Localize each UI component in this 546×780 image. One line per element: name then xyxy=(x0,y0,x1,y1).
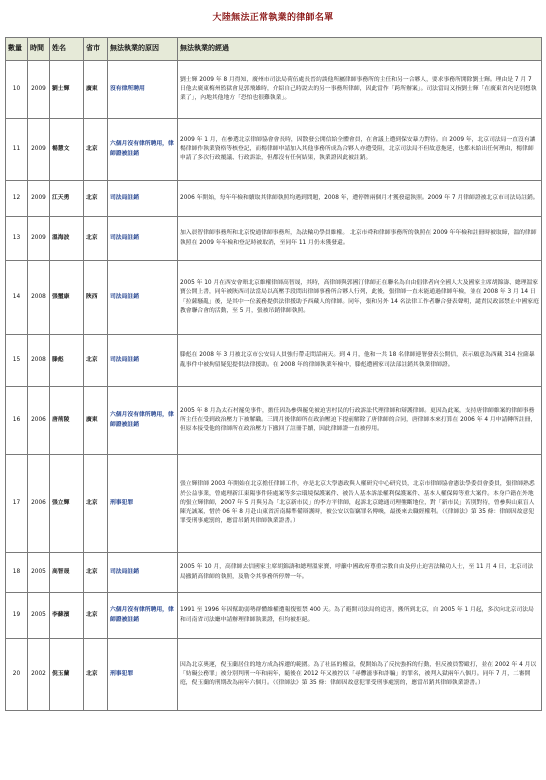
header-detail: 無法執業的經過 xyxy=(178,38,542,61)
document-title: 大陸無法正常執業的律師名單 xyxy=(212,13,334,23)
row-reason: 司法局註銷 xyxy=(108,261,178,335)
row-name: 李蘇濱 xyxy=(50,593,84,639)
row-province: 北京 xyxy=(84,455,108,553)
row-detail: 2005 年 10 月，高律師去信國家主席胡錦濤和總理溫家寶，呼籲中國政府尊重宗教自由及停止迫害法輪功人士，至 11 月 4 日，北京司法局撤銷高律師的執照，及勒令其事務所停牌一年。 xyxy=(178,553,542,593)
row-detail: 2005 年 8 月為太石村罷免事件，擔任因為參與罷免被迫害村民的行政訴訟代理律師和辯護律師。更因為此案，支持唐律師維案的律師事務所主任在受到政治壓力下被解職。三間月後律師所在政治壓迫下提前解除了唐律師的合同，唐律師本來打算在 2006 年 4 月申請轉所註冊，但原本接受他的律師所在政治壓力下撤回了註冊手續，因此律師證一直被停用。 xyxy=(178,387,542,455)
table-row xyxy=(6,119,542,181)
row-reason: 沒有律所聘用 xyxy=(108,61,178,119)
row-reason: 司法局註銷 xyxy=(108,553,178,593)
row-num: 10 xyxy=(6,61,28,119)
row-name: 張璽康 xyxy=(50,261,84,335)
table-row xyxy=(6,455,542,553)
row-year: 2006 xyxy=(28,455,50,553)
row-province: 北京 xyxy=(84,217,108,261)
table-row xyxy=(6,553,542,593)
row-province: 廣東 xyxy=(84,387,108,455)
row-year: 2008 xyxy=(28,335,50,387)
row-province: 北京 xyxy=(84,593,108,639)
row-num: 15 xyxy=(6,335,28,387)
row-detail: 劉士輝 2009 年 8 月得知，廣州市司法局荷伍處長晉約談他所屬律師事務所的主任和另一合夥人，要求事務所開除劉士輝。理由是 7 月 7 日他去廣東梅州監獄會見郭飛雄時，介紹自己時說去的另一事務所律師，因此當作「跨所辦案」。司法當局又指劉士輝「在廣東省內是別想執業了」，內地其他地方「恐怕也很難執業」。 xyxy=(178,61,542,119)
row-province: 北京 xyxy=(84,119,108,181)
row-name: 楊慧文 xyxy=(50,119,84,181)
row-detail: 2006 年開始，每年年檢和續取其律師執照均遇到問題，2008 年，遭停牌兩個月才獲發還執照。2009 年 7 月律師證被北京市司法局註銷。 xyxy=(178,181,542,217)
row-reason: 六個月沒有律所聘用，律師證被註銷 xyxy=(108,119,178,181)
row-year: 2006 xyxy=(28,387,50,455)
row-name: 張立輝 xyxy=(50,455,84,553)
table-header-row xyxy=(6,38,542,61)
row-name: 滕彪 xyxy=(50,335,84,387)
row-detail: 1991 至 1996 年因幫助弱勢群體維權遭報復監禁 400 天。為了避開司法局的追害，搬所到北京，自 2005 年 1 月起，多次向北京司法局和司南省司法廳申請辦理律師執業證，但均被拒絕。 xyxy=(178,593,542,639)
row-province: 北京 xyxy=(84,639,108,711)
row-num: 18 xyxy=(6,553,28,593)
row-year: 2005 xyxy=(28,553,50,593)
row-name: 溫海波 xyxy=(50,217,84,261)
table-row xyxy=(6,181,542,217)
table-row xyxy=(6,261,542,335)
row-num: 11 xyxy=(6,119,28,181)
row-year: 2009 xyxy=(28,217,50,261)
table-row xyxy=(6,639,542,711)
row-name: 倪玉蘭 xyxy=(50,639,84,711)
table-row xyxy=(6,61,542,119)
row-name: 劉士輝 xyxy=(50,61,84,119)
table-row xyxy=(6,593,542,639)
row-year: 2009 xyxy=(28,61,50,119)
row-detail: 滕彪在 2008 年 3 月被北京市公安局人員強行帶走問話兩天。到 4 月，他和一共 18 名律師連署發表公開信，表示願意為西藏 314 拉薩暴亂事件中被拘留疑犯提供法律援助。在 2008 年的律師執業年檢中，滕彪遭國家司法部註銷其執業律師證。 xyxy=(178,335,542,387)
row-year: 2008 xyxy=(28,261,50,335)
row-detail: 加入晨智律師事務所和北京悅通律師事務所，為法輪功學員維權。 北京市舜和律師事務所的執照在 2009 年年檢和註冊時被取締，溫的律師執照在 2009 年年檢和登記時被取消，至同年 11 月仍未獲發還。 xyxy=(178,217,542,261)
row-province: 陝西 xyxy=(84,261,108,335)
table-row xyxy=(6,335,542,387)
table-row xyxy=(6,387,542,455)
header-num: 數量 xyxy=(6,38,28,61)
row-detail: 張立輝律師 2003 年開始在北京擔任律師工作，亦是北京大學憲政與人權研究中心研究員，北京市律師協會憲法學委員會委員，張律師熟悉於公益事業，曾處理新江東陽事件陸處案等多宗環境保護案件、被告人基本訴訟權利保護案件、基本人權保障等重大案件。本身戶籍在外地的張立輝律師，2007 年 5 月與另為「北京新市民」的李方平律師，起訴北京總通司理壟斷地位，對「新市民」苦別對待，曾參與山東盲人陳光誠案，惜於 06 年 8 月赴山東省沂南縣準備辯護時，被公安以盜竊罪名傳喚，最後來去職經權利。（《律師法》第 35 條：律師因故意犯罪受刑事處罰的，應當吊銷其律師執業證書。） xyxy=(178,455,542,553)
row-num: 14 xyxy=(6,261,28,335)
table-row xyxy=(6,217,542,261)
row-reason: 刑事犯罪 xyxy=(108,639,178,711)
row-num: 20 xyxy=(6,639,28,711)
row-reason: 司法局註銷 xyxy=(108,181,178,217)
header-name: 姓名 xyxy=(50,38,84,61)
row-detail: 2005 年 10 月在西安會晤北京維權律師高智晟，其時，高律師與郭國汀律師正在聯名為自由倡律者向全國人大及國家主席胡錦濤、總理溫家寶公開上書，同年被陝西司法當局以高壓手段問出律師事務所合夥人行列，此後，張律師一直未能通過律師年檢，並在 2008 年 3 月 14 日「拉薩騷亂」後，是其中一位義務提供法律援助予西藏人的律師。同年，張和另外 14 名法律工作者聯合發表聲明，譴責民政部禁止中國家庭教會聯合會的活動，至 5 月，張被吊銷律師執照。 xyxy=(178,261,542,335)
row-num: 19 xyxy=(6,593,28,639)
row-year: 2002 xyxy=(28,639,50,711)
row-name: 江天勇 xyxy=(50,181,84,217)
lawyer-table xyxy=(5,37,542,711)
row-name: 高智晟 xyxy=(50,553,84,593)
row-reason: 司法局註銷 xyxy=(108,335,178,387)
row-num: 16 xyxy=(6,387,28,455)
row-province: 北京 xyxy=(84,553,108,593)
row-reason: 司法局註銷 xyxy=(108,217,178,261)
row-num: 12 xyxy=(6,181,28,217)
row-name: 唐荊陵 xyxy=(50,387,84,455)
row-year: 2009 xyxy=(28,119,50,181)
header-year: 時間 xyxy=(28,38,50,61)
row-num: 13 xyxy=(6,217,28,261)
row-reason: 刑事犯罪 xyxy=(108,455,178,553)
row-detail: 因為北京奧運，倪玉蘭居住的地方成為拆遷的範圍。為了社區的權益，倪開始為了反抗強拆的行動，但反被員警毆打，並在 2002 年 4 月以「妨礙公務罪」被分別判刑一年和兩年，隨後在 2012 年又被控以「尋釁滋事和詐騙」的罪名，被判入獄兩年八個月。同年 7 月，二審開庭，倪玉蘭的刑期改為兩年六個月。（《律師法》第 35 條：律師因故意犯罪受刑事處罰的，應當吊銷其律師執業證書。） xyxy=(178,639,542,711)
header-province: 省市 xyxy=(84,38,108,61)
row-province: 北京 xyxy=(84,335,108,387)
row-num: 17 xyxy=(6,455,28,553)
row-year: 2005 xyxy=(28,593,50,639)
row-reason: 六個月沒有律所聘用，律師證被註銷 xyxy=(108,387,178,455)
row-year: 2009 xyxy=(28,181,50,217)
row-detail: 2009 年 1 月，在參選北京律師協會會長時，因散發公開信給全體會員，在會議上遭到保安暴力對待。自 2009 年，北京司法局一直沒有讓楊律師作執業資格等核登記，而楊律師申請加入其他事務所成為合夥人亦遭受阻，北京司法局不但故意拖延，也都未給出任何理由，楊律師申請了多次行政覆議、行政訴訟，但都沒有任何結果，執業證因此被註銷。 xyxy=(178,119,542,181)
row-province: 廣東 xyxy=(84,61,108,119)
header-reason: 無法執業的原因 xyxy=(108,38,178,61)
row-province: 北京 xyxy=(84,181,108,217)
row-reason: 六個月沒有律所聘用，律師證被註銷 xyxy=(108,593,178,639)
